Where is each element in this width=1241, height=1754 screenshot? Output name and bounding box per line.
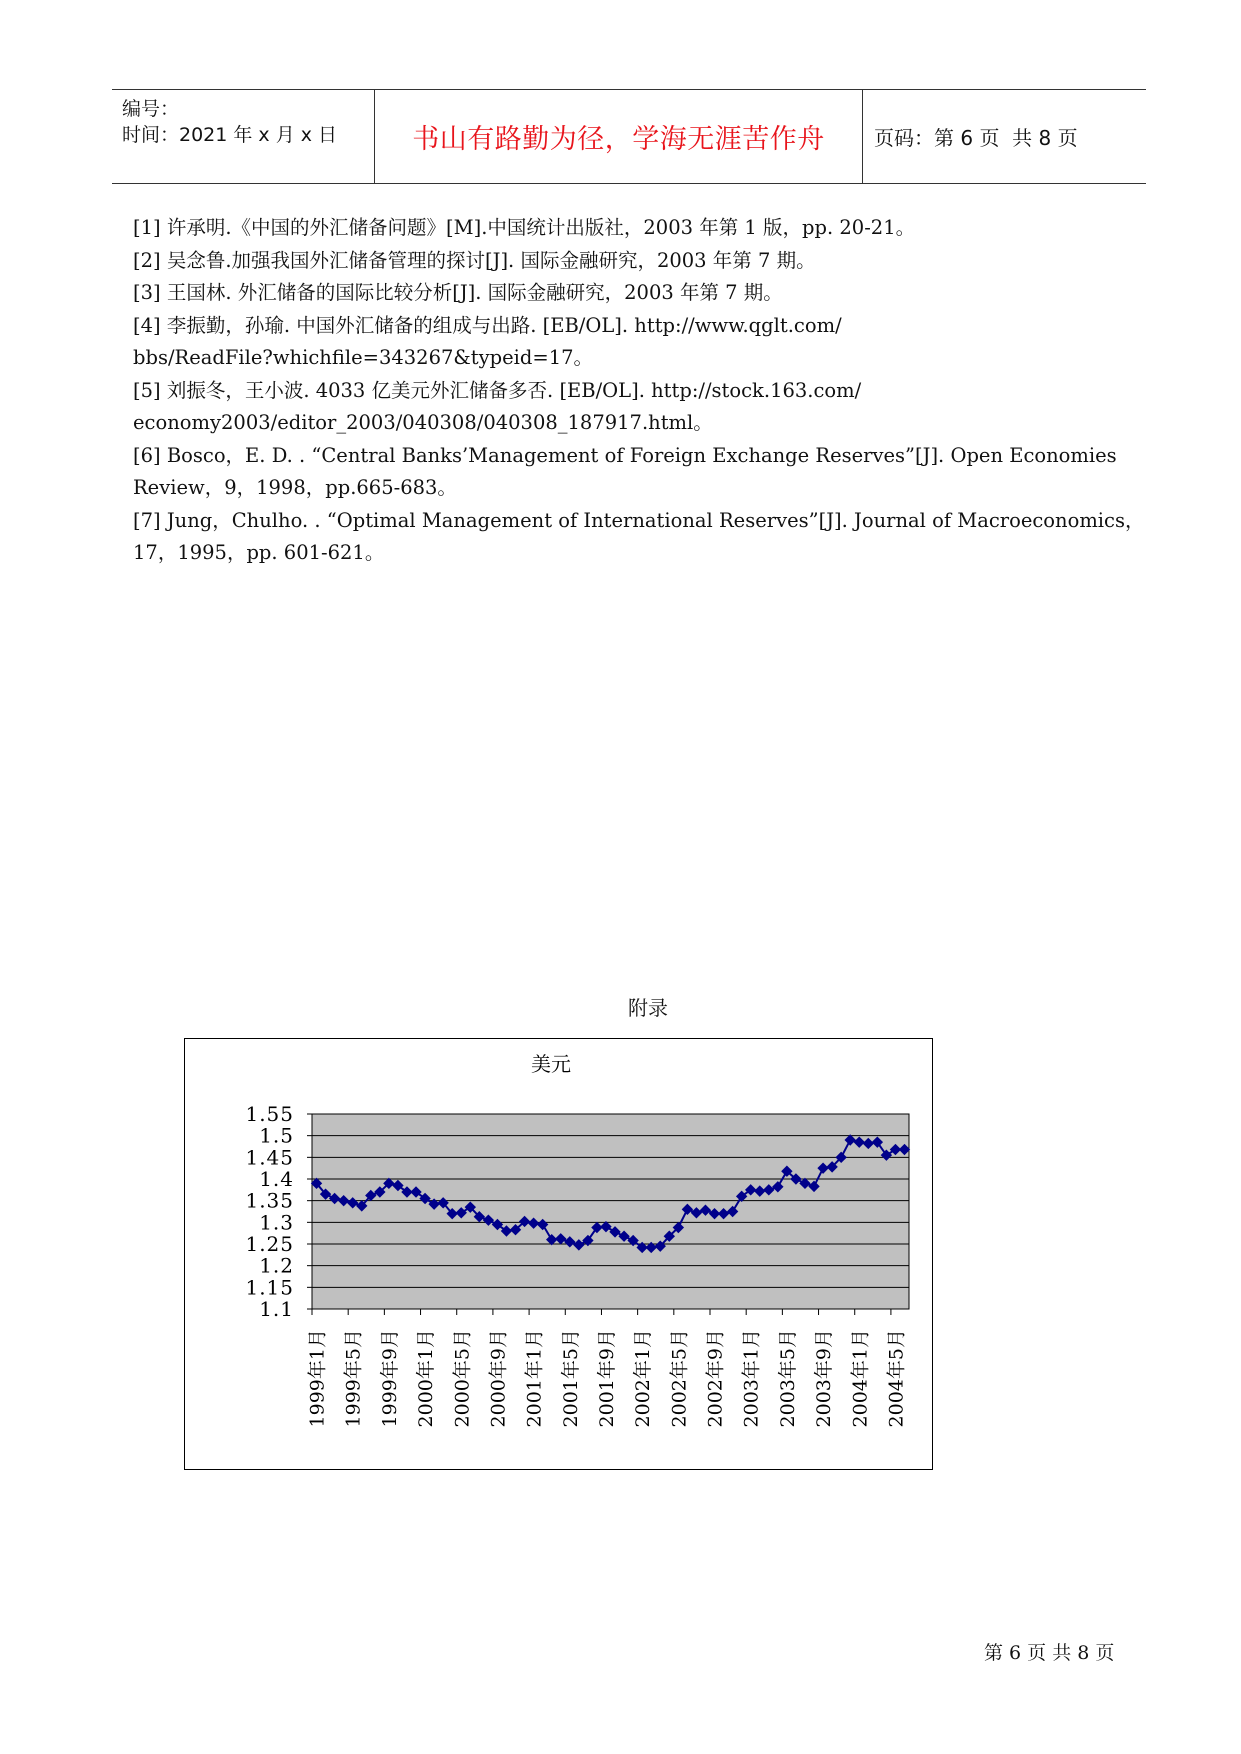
reference-line: [1] 许承明.《中国的外汇储备问题》[M].中国统计出版社，2003 年第 1 版，pp. 20-21。	[133, 216, 916, 239]
reference-line: 17，1995，pp. 601-621。	[133, 541, 385, 564]
x-tick-label: 2000年1月	[415, 1329, 438, 1428]
chart-svg	[185, 1039, 932, 1469]
document-time-label: 时间：2021 年 x 月 x 日	[122, 124, 338, 146]
y-tick-label: 1.1	[259, 1297, 294, 1321]
y-tick-label: 1.2	[259, 1253, 294, 1278]
y-tick-label: 1.45	[245, 1145, 294, 1170]
chart-title: 美元	[531, 1052, 571, 1076]
reference-list	[133, 212, 1145, 570]
y-tick-label: 1.4	[259, 1167, 294, 1191]
x-tick-label: 2001年1月	[523, 1329, 546, 1428]
reference-line: [2] 吴念鲁.加强我国外汇储备管理的探讨[J]. 国际金融研究，2003 年第 7 期。	[133, 248, 816, 272]
plot-area	[312, 1114, 909, 1309]
y-tick-label: 1.5	[259, 1123, 294, 1148]
reference-line: bbs/ReadFile?whichfile=343267&typeid=17。	[133, 346, 594, 369]
reference-line: economy2003/editor_2003/040308/040308_187917.html。	[133, 411, 713, 434]
reference-item	[133, 375, 1133, 440]
header-motto-cell	[375, 90, 863, 183]
y-tick-label: 1.15	[245, 1275, 294, 1300]
x-tick-label: 1999年5月	[342, 1329, 365, 1428]
x-tick-label: 2003年1月	[740, 1329, 763, 1428]
y-tick-label: 1.35	[245, 1188, 294, 1213]
exchange-rate-chart	[184, 1038, 933, 1470]
x-tick-label: 2001年5月	[559, 1329, 582, 1428]
document-number-label: 编号：	[122, 98, 180, 120]
reference-line: [7] Jung，Chulho. . “Optimal Management of International Reserves”[J]. Journal of Macroeconomics，	[133, 508, 1145, 532]
x-tick-label: 2000年5月	[451, 1329, 474, 1428]
y-tick-label: 1.55	[245, 1102, 294, 1126]
reference-item	[133, 245, 1133, 278]
y-tick-label: 1.25	[245, 1232, 294, 1256]
x-tick-label: 1999年9月	[378, 1329, 401, 1428]
x-tick-label: 2002年5月	[668, 1329, 691, 1428]
x-tick-label: 2004年5月	[885, 1329, 908, 1428]
reference-line: [6] Bosco，E. D. . “Central Banks’Management of Foreign Exchange Reserves”[J]. Open Economies	[133, 443, 1117, 467]
header-meta-cell	[112, 90, 375, 183]
header-motto: 书山有路勤为径，学海无涯苦作舟	[412, 124, 825, 155]
x-tick-label: 2002年9月	[704, 1329, 727, 1428]
reference-item	[133, 505, 1145, 570]
y-tick-label: 1.3	[259, 1210, 294, 1235]
x-tick-label: 2003年9月	[813, 1329, 836, 1428]
x-tick-label: 2002年1月	[632, 1329, 655, 1428]
reference-item	[133, 440, 1133, 505]
x-tick-label: 2004年1月	[849, 1329, 872, 1428]
page-header	[112, 89, 1146, 184]
appendix-title: 附录	[628, 996, 668, 1020]
reference-item	[133, 212, 1133, 245]
reference-item	[133, 277, 1133, 310]
x-tick-label: 2003年5月	[776, 1329, 799, 1428]
x-tick-label: 2000年9月	[487, 1329, 510, 1428]
reference-line: [4] 李振勤，孙瑜. 中国外汇储备的组成与出路. [EB/OL]. http://www.qglt.com/	[133, 313, 842, 337]
reference-line: [5] 刘振冬，王小波. 4033 亿美元外汇储备多否. [EB/OL]. http://stock.163.com/	[133, 378, 862, 402]
x-tick-label: 1999年1月	[306, 1329, 329, 1428]
page-footer: 第 6 页 共 8 页	[984, 1642, 1115, 1664]
x-tick-label: 2001年9月	[595, 1329, 618, 1428]
header-page-info: 页码：第 6 页 共 8 页	[874, 126, 1078, 150]
reference-line: [3] 王国林. 外汇储备的国际比较分析[J]. 国际金融研究，2003 年第 7 期。	[133, 281, 783, 304]
reference-item	[133, 310, 1133, 375]
reference-line: Review，9，1998，pp.665-683。	[133, 476, 457, 499]
